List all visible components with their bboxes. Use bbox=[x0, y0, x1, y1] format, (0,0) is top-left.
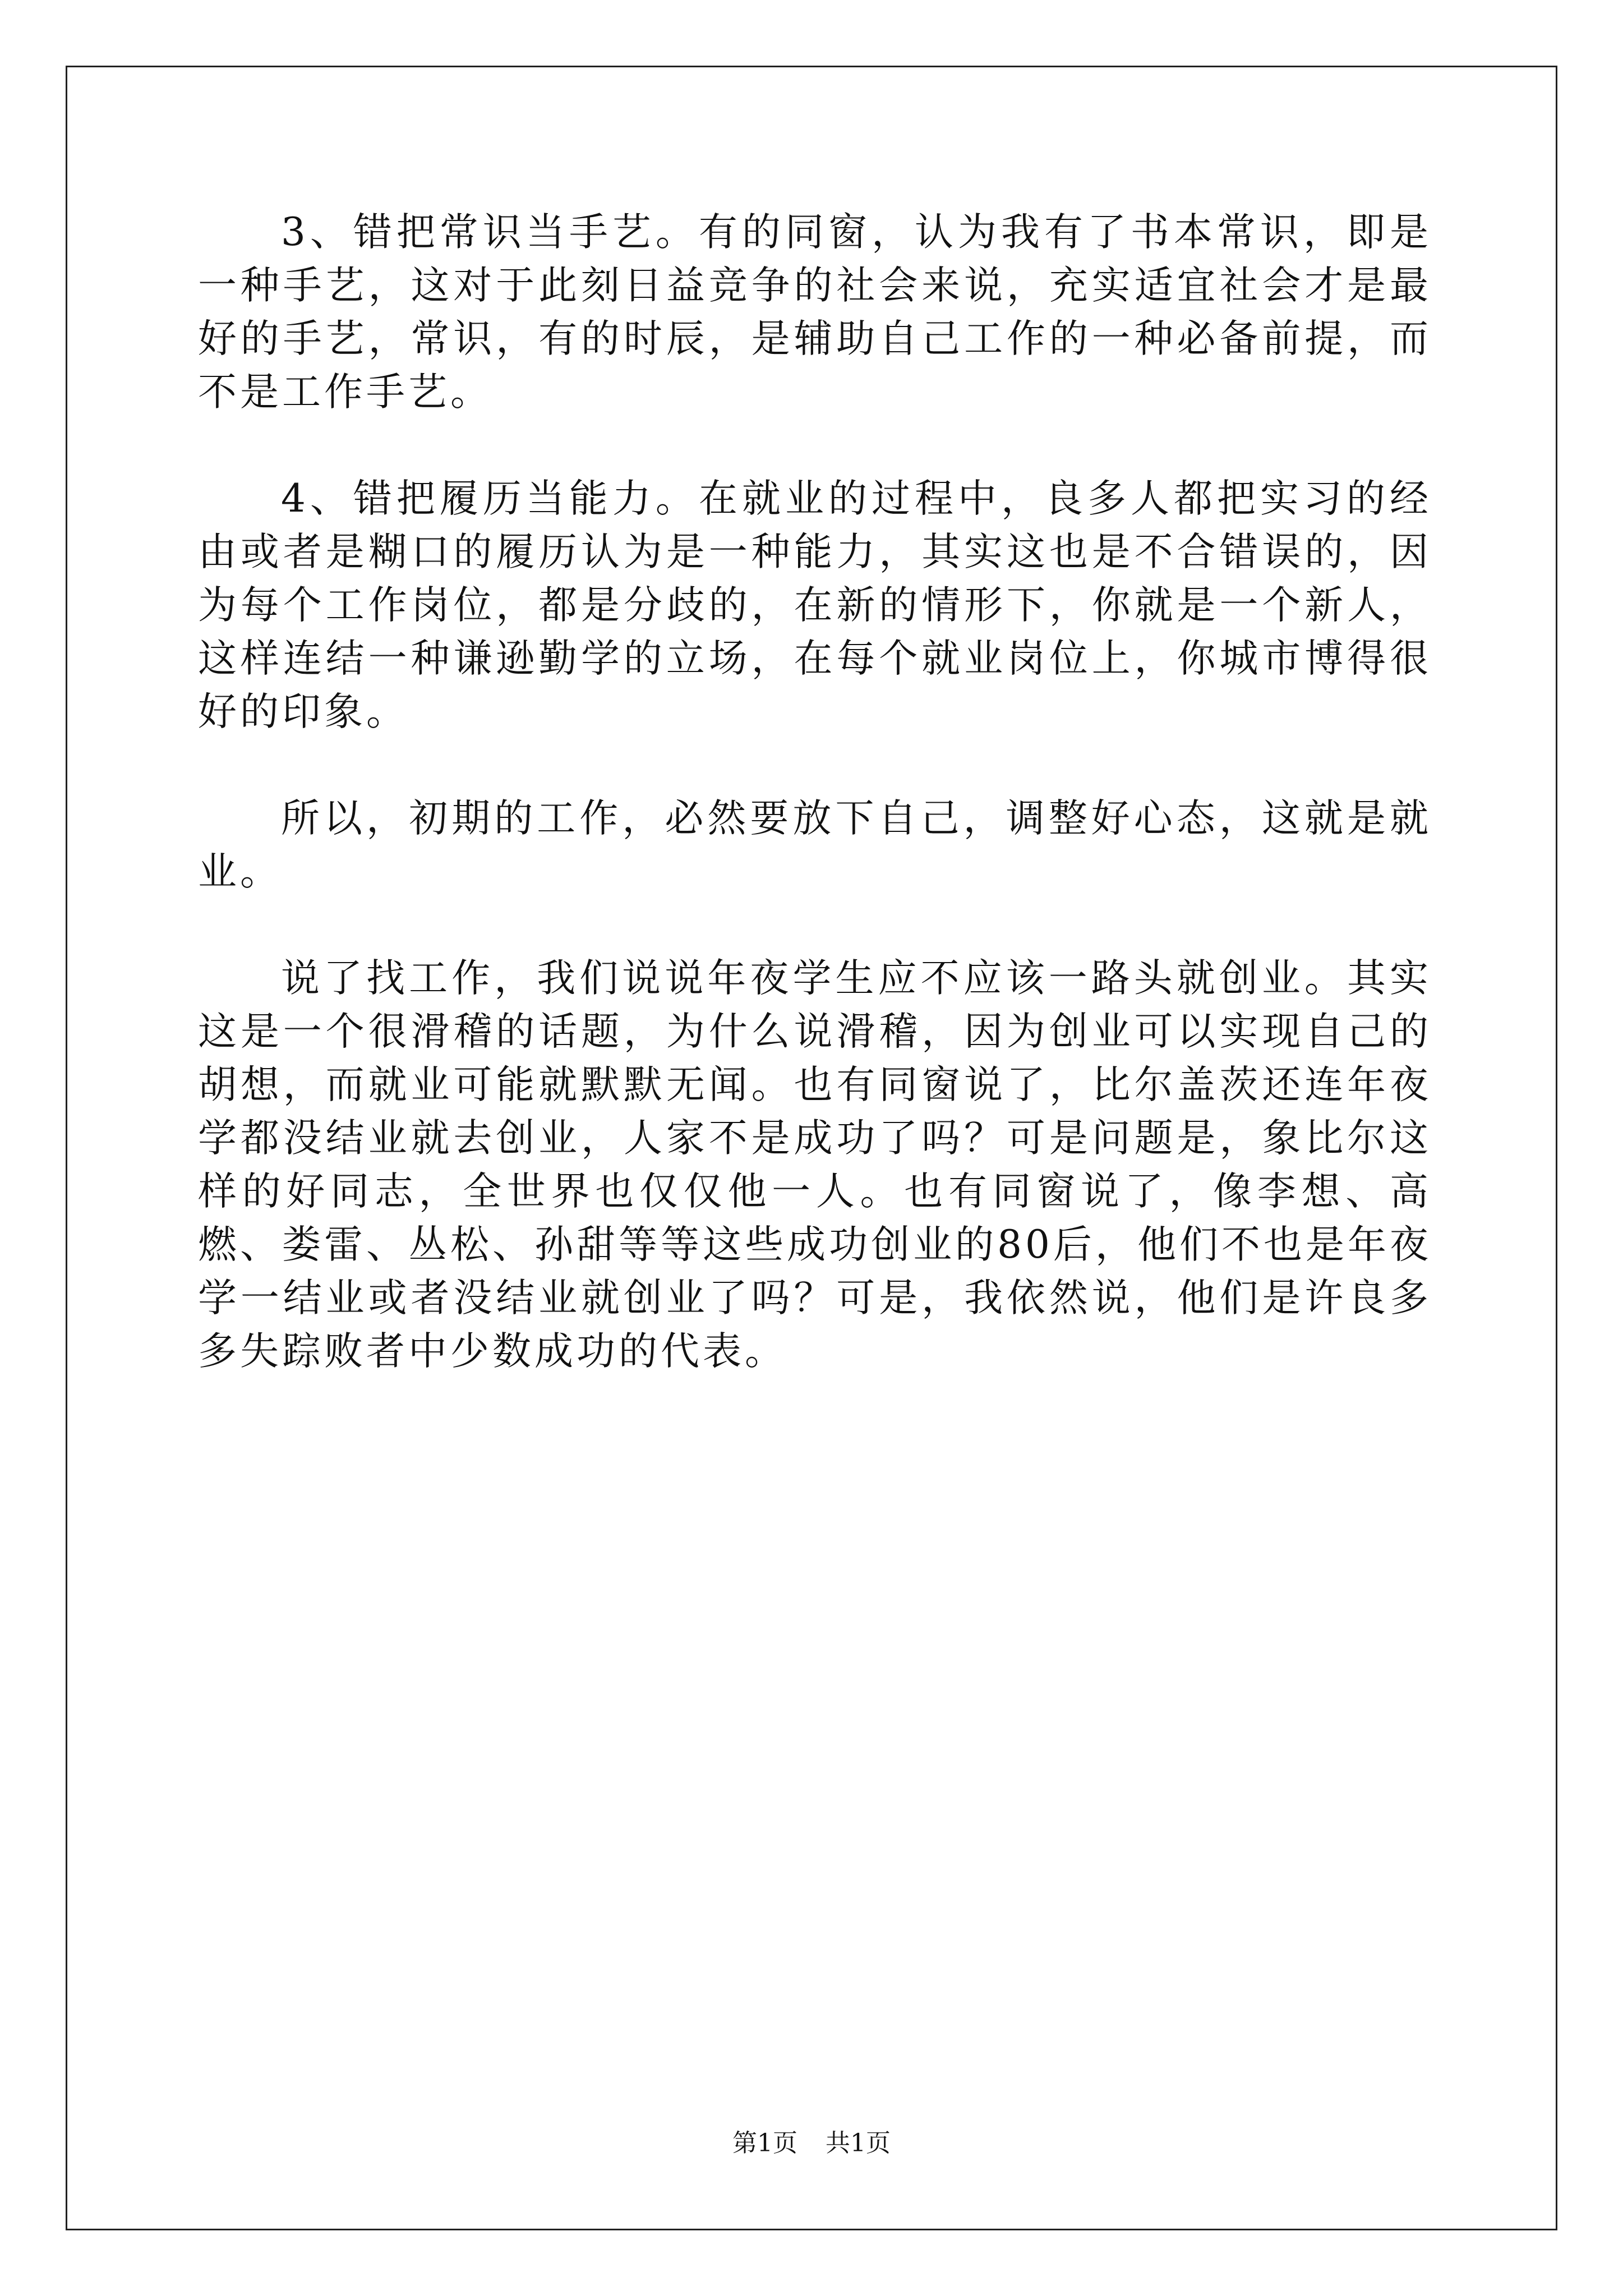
page-footer bbox=[0, 2123, 1623, 2159]
paragraph-1: 3、错把常识当手艺。有的同窗，认为我有了书本常识，即是一种手艺，这对于此刻日益竞争的社会来说，充实适宜社会才是最好的手艺，常识，有的时辰，是辅助自己工作的一种必备前提，而不是工作手艺。 bbox=[198, 210, 1432, 415]
paragraph-4: 说了找工作，我们说说年夜学生应不应该一路头就创业。其实这是一个很滑稽的话题，为什么说滑稽，因为创业可以实现自己的胡想，而就业可能就默默无闻。也有同窗说了，比尔盖茨还连年夜学都没结业就去创业，人家不是成功了吗？可是问题是，象比尔这样的好同志，全世界也仅仅他一人。也有同窗说了，像李想、高燃、娄雷、丛松、孙甜等等这些成功创业的80后，他们不也是年夜学一结业或者没结业就创业了吗？可是，我依然说，他们是许良多多失踪败者中少数成功的代表。 bbox=[198, 956, 1432, 1374]
paragraph-3: 所以，初期的工作，必然要放下自己，调整好心态，这就是就业。 bbox=[198, 796, 1432, 894]
document-body bbox=[198, 206, 1432, 1378]
page-number: 第1页 bbox=[732, 2129, 797, 2157]
page-total: 共1页 bbox=[826, 2129, 891, 2157]
paragraph-2: 4、错把履历当能力。在就业的过程中，良多人都把实习的经由或者是糊口的履历认为是一种能力，其实这也是不合错误的，因为每个工作岗位，都是分歧的，在新的情形下，你就是一个新人，这样连结一种谦逊勤学的立场，在每个就业岗位上，你城市博得很好的印象。 bbox=[198, 476, 1432, 734]
